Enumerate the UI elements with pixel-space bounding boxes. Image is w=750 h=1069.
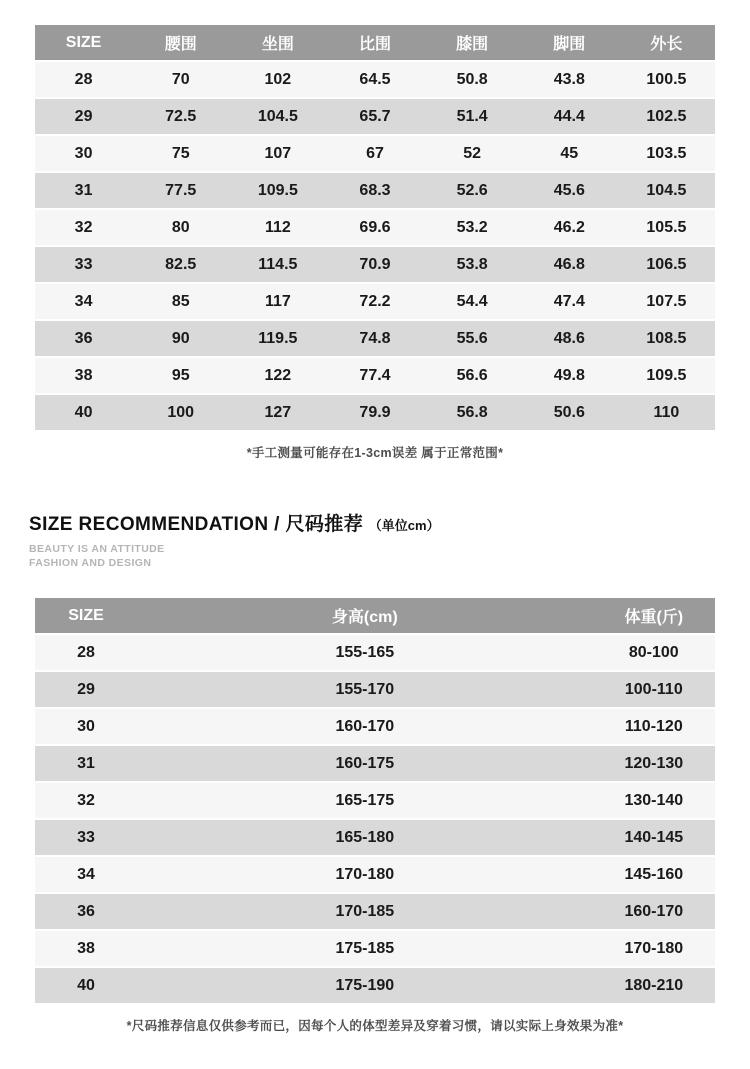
table-cell: 107	[229, 134, 326, 171]
column-header: 坐围	[229, 25, 326, 60]
column-header: SIZE	[35, 598, 137, 633]
table-cell: 170-180	[137, 855, 593, 892]
table-cell: 48.6	[521, 319, 618, 356]
table-cell: 110	[618, 393, 715, 430]
table-cell: 69.6	[326, 208, 423, 245]
table-row	[35, 282, 715, 319]
table-row	[35, 670, 715, 707]
table-cell: 165-175	[137, 781, 593, 818]
table-cell: 46.8	[521, 245, 618, 282]
table-row	[35, 393, 715, 430]
table-cell: 34	[35, 282, 132, 319]
table-cell: 82.5	[132, 245, 229, 282]
table-cell: 79.9	[326, 393, 423, 430]
table-cell: 160-170	[593, 892, 715, 929]
table-cell: 65.7	[326, 97, 423, 134]
table-row	[35, 245, 715, 282]
column-header: 体重(斤)	[593, 598, 715, 633]
table-cell: 107.5	[618, 282, 715, 319]
table-cell: 80-100	[593, 633, 715, 670]
table-cell: 70.9	[326, 245, 423, 282]
table-cell: 160-175	[137, 744, 593, 781]
table-cell: 30	[35, 134, 132, 171]
table-cell: 104.5	[229, 97, 326, 134]
table-cell: 106.5	[618, 245, 715, 282]
table-cell: 45	[521, 134, 618, 171]
column-header: 脚围	[521, 25, 618, 60]
table-cell: 140-145	[593, 818, 715, 855]
table-cell: 109.5	[229, 171, 326, 208]
table-row	[35, 966, 715, 1003]
table-cell: 114.5	[229, 245, 326, 282]
table-cell: 40	[35, 393, 132, 430]
measurement-note: *手工测量可能存在1-3cm误差 属于正常范围*	[246, 446, 504, 460]
table-row	[35, 781, 715, 818]
table-cell: 120-130	[593, 744, 715, 781]
table-cell: 56.6	[424, 356, 521, 393]
table-row	[35, 134, 715, 171]
table-row	[35, 855, 715, 892]
table-cell: 31	[35, 744, 137, 781]
column-header: 比围	[326, 25, 423, 60]
table-cell: 100	[132, 393, 229, 430]
table-cell: 160-170	[137, 707, 593, 744]
table-cell: 50.6	[521, 393, 618, 430]
table-cell: 31	[35, 171, 132, 208]
table-cell: 112	[229, 208, 326, 245]
table-cell: 119.5	[229, 319, 326, 356]
table-cell: 33	[35, 245, 132, 282]
table-cell: 28	[35, 633, 137, 670]
table-cell: 102	[229, 60, 326, 97]
recommendation-title-block	[29, 513, 715, 570]
table-cell: 53.8	[424, 245, 521, 282]
table-cell: 95	[132, 356, 229, 393]
table-cell: 50.8	[424, 60, 521, 97]
table-row	[35, 319, 715, 356]
table-cell: 170-180	[593, 929, 715, 966]
table-cell: 52.6	[424, 171, 521, 208]
table-cell: 33	[35, 818, 137, 855]
table-cell: 103.5	[618, 134, 715, 171]
measurement-table	[35, 25, 715, 430]
table-row	[35, 633, 715, 670]
table-cell: 67	[326, 134, 423, 171]
table-cell: 51.4	[424, 97, 521, 134]
table-cell: 109.5	[618, 356, 715, 393]
table-cell: 74.8	[326, 319, 423, 356]
table-row	[35, 744, 715, 781]
table-cell: 34	[35, 855, 137, 892]
table-cell: 170-185	[137, 892, 593, 929]
table-row	[35, 60, 715, 97]
table-cell: 46.2	[521, 208, 618, 245]
table-cell: 32	[35, 781, 137, 818]
table-row	[35, 707, 715, 744]
table-cell: 44.4	[521, 97, 618, 134]
table-cell: 40	[35, 966, 137, 1003]
table-row	[35, 929, 715, 966]
table-cell: 77.5	[132, 171, 229, 208]
table-cell: 100-110	[593, 670, 715, 707]
table-cell: 122	[229, 356, 326, 393]
table-cell: 102.5	[618, 97, 715, 134]
table-cell: 127	[229, 393, 326, 430]
section-title-unit: （单位cm）	[368, 518, 440, 533]
table-cell: 68.3	[326, 171, 423, 208]
table-cell: 43.8	[521, 60, 618, 97]
table-row	[35, 818, 715, 855]
table-row	[35, 97, 715, 134]
table-row	[35, 171, 715, 208]
table-cell: 104.5	[618, 171, 715, 208]
table-row	[35, 208, 715, 245]
column-header: 膝围	[424, 25, 521, 60]
recommendation-note: *尺码推荐信息仅供参考而已，因每个人的体型差异及穿着习惯，请以实际上身效果为准*	[126, 1019, 624, 1033]
table-cell: 85	[132, 282, 229, 319]
table-cell: 28	[35, 60, 132, 97]
table-cell: 72.2	[326, 282, 423, 319]
recommendation-table	[35, 598, 715, 1003]
table-cell: 30	[35, 707, 137, 744]
table-row	[35, 892, 715, 929]
column-header: 身高(cm)	[137, 598, 593, 633]
table-cell: 75	[132, 134, 229, 171]
table-cell: 175-185	[137, 929, 593, 966]
table-cell: 175-190	[137, 966, 593, 1003]
table-row	[35, 356, 715, 393]
table-cell: 29	[35, 670, 137, 707]
table-cell: 105.5	[618, 208, 715, 245]
table-cell: 56.8	[424, 393, 521, 430]
table-cell: 70	[132, 60, 229, 97]
section-subtitle-line-1: BEAUTY IS AN ATTITUDE	[29, 543, 165, 555]
table-cell: 45.6	[521, 171, 618, 208]
header-row	[35, 25, 715, 60]
table-cell: 52	[424, 134, 521, 171]
table-cell: 47.4	[521, 282, 618, 319]
table-cell: 32	[35, 208, 132, 245]
column-header: 腰围	[132, 25, 229, 60]
section-subtitle-line-2: FASHION AND DESIGN	[29, 557, 152, 569]
table-cell: 64.5	[326, 60, 423, 97]
section-title	[29, 513, 715, 537]
table-cell: 145-160	[593, 855, 715, 892]
table-cell: 53.2	[424, 208, 521, 245]
table-cell: 108.5	[618, 319, 715, 356]
table-cell: 55.6	[424, 319, 521, 356]
table-cell: 100.5	[618, 60, 715, 97]
table-cell: 38	[35, 929, 137, 966]
table-cell: 36	[35, 319, 132, 356]
table-cell: 72.5	[132, 97, 229, 134]
table-cell: 117	[229, 282, 326, 319]
table-cell: 180-210	[593, 966, 715, 1003]
table-cell: 49.8	[521, 356, 618, 393]
table-cell: 90	[132, 319, 229, 356]
section-title-text: SIZE RECOMMENDATION / 尺码推荐	[29, 514, 364, 535]
table-cell: 36	[35, 892, 137, 929]
table-cell: 29	[35, 97, 132, 134]
table-cell: 54.4	[424, 282, 521, 319]
table-cell: 38	[35, 356, 132, 393]
table-cell: 110-120	[593, 707, 715, 744]
column-header: SIZE	[35, 25, 132, 60]
table-cell: 155-170	[137, 670, 593, 707]
header-row	[35, 598, 715, 633]
table-cell: 155-165	[137, 633, 593, 670]
column-header: 外长	[618, 25, 715, 60]
table-cell: 130-140	[593, 781, 715, 818]
table-cell: 80	[132, 208, 229, 245]
table-cell: 165-180	[137, 818, 593, 855]
table-cell: 77.4	[326, 356, 423, 393]
